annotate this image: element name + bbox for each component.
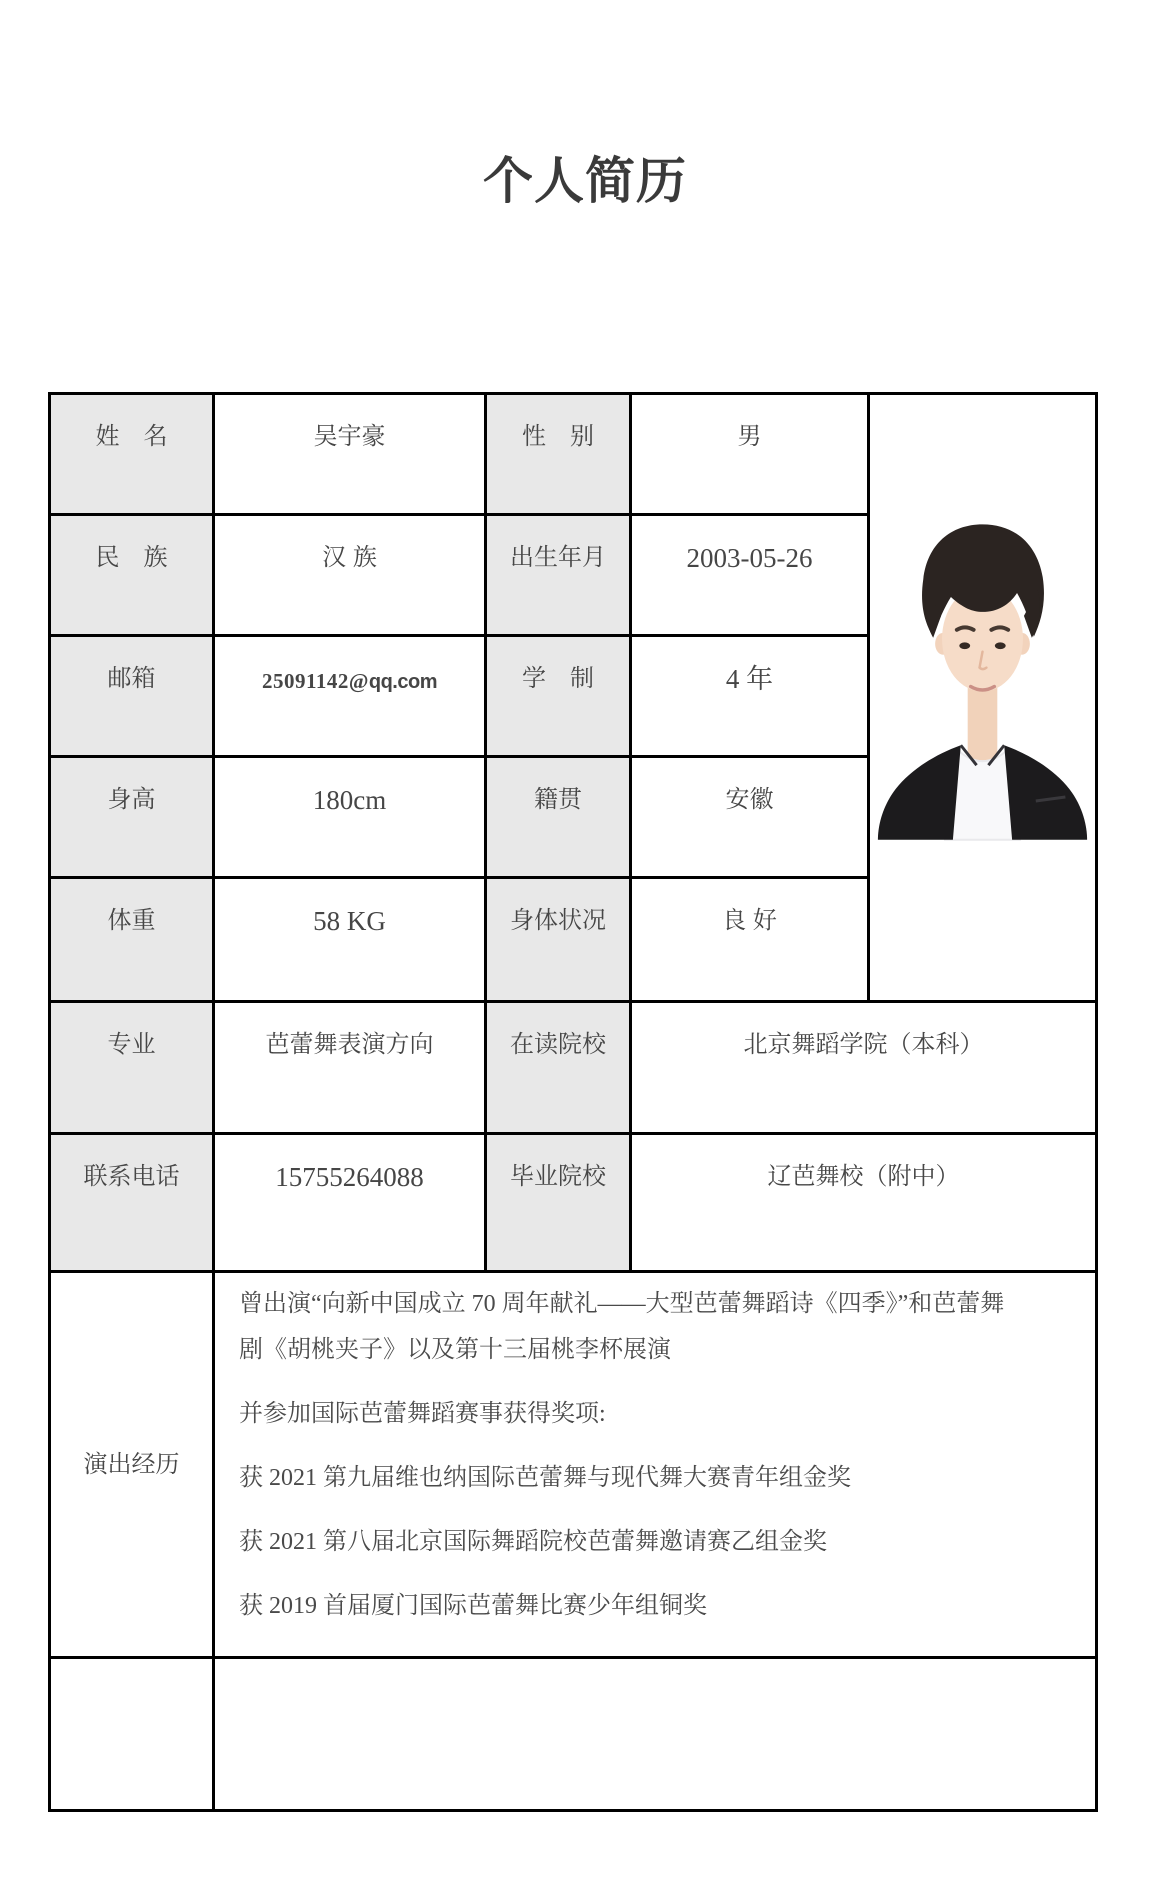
study-duration-label: 学 制 <box>486 636 631 757</box>
current-school-value: 北京舞蹈学院（本科） <box>631 1002 1097 1134</box>
height-value: 180cm <box>214 757 486 878</box>
experience-paragraph: 曾出演“向新中国成立 70 周年献礼——大型芭蕾舞蹈诗《四季》”和芭蕾舞剧《胡桃夹子》以及第十三届桃李杯展演 <box>239 1291 1005 1363</box>
phone-label: 联系电话 <box>50 1134 214 1272</box>
photo-eye-right <box>995 642 1006 649</box>
phone-value: 15755264088 <box>214 1134 486 1272</box>
gender-label: 性 别 <box>486 394 631 515</box>
experience-paragraph: 获 2021 第九届维也纳国际芭蕾舞与现代舞大赛青年组金奖 <box>239 1465 851 1491</box>
experience-content <box>214 1272 1097 1658</box>
email-domain-part: qq.com <box>368 671 437 693</box>
name-value: 吴宇豪 <box>214 394 486 515</box>
email-label: 邮箱 <box>50 636 214 757</box>
experience-label: 演出经历 <box>50 1272 214 1658</box>
table-row <box>50 1272 1097 1658</box>
experience-paragraph: 获 2021 第八届北京国际舞蹈院校芭蕾舞邀请赛乙组金奖 <box>239 1529 827 1555</box>
table-row <box>50 1002 1097 1134</box>
birth-date-label: 出生年月 <box>486 515 631 636</box>
id-photo <box>870 395 1095 997</box>
weight-value: 58 KG <box>214 878 486 1002</box>
physical-condition-value: 良 好 <box>631 878 869 1002</box>
name-label: 姓 名 <box>50 394 214 515</box>
graduate-school-value: 辽芭舞校（附中） <box>631 1134 1097 1272</box>
page-title: 个人简历 <box>483 153 687 209</box>
experience-paragraph: 获 2019 首届厦门国际芭蕾舞比赛少年组铜奖 <box>239 1593 707 1619</box>
resume-table <box>48 392 1098 1812</box>
empty-label-cell <box>50 1658 214 1811</box>
id-photo-cell <box>869 394 1097 1002</box>
major-label: 专业 <box>50 1002 214 1134</box>
hometown-value: 安徽 <box>631 757 869 878</box>
graduate-school-label: 毕业院校 <box>486 1134 631 1272</box>
height-label: 身高 <box>50 757 214 878</box>
current-school-label: 在读院校 <box>486 1002 631 1134</box>
gender-value: 男 <box>631 394 869 515</box>
major-value: 芭蕾舞表演方向 <box>214 1002 486 1134</box>
ethnicity-value: 汉 族 <box>214 515 486 636</box>
email-user-part: 25091142@ <box>262 669 369 693</box>
empty-content-cell <box>214 1658 1097 1811</box>
physical-condition-label: 身体状况 <box>486 878 631 1002</box>
birth-date-value: 2003-05-26 <box>631 515 869 636</box>
email-value <box>214 636 486 757</box>
study-duration-value: 4 年 <box>631 636 869 757</box>
photo-eye-left <box>959 642 970 649</box>
hometown-label: 籍贯 <box>486 757 631 878</box>
table-row <box>50 1658 1097 1811</box>
table-row <box>50 394 1097 515</box>
table-row <box>50 1134 1097 1272</box>
ethnicity-label: 民 族 <box>50 515 214 636</box>
weight-label: 体重 <box>50 878 214 1002</box>
experience-paragraph: 并参加国际芭蕾舞蹈赛事获得奖项: <box>239 1401 606 1427</box>
